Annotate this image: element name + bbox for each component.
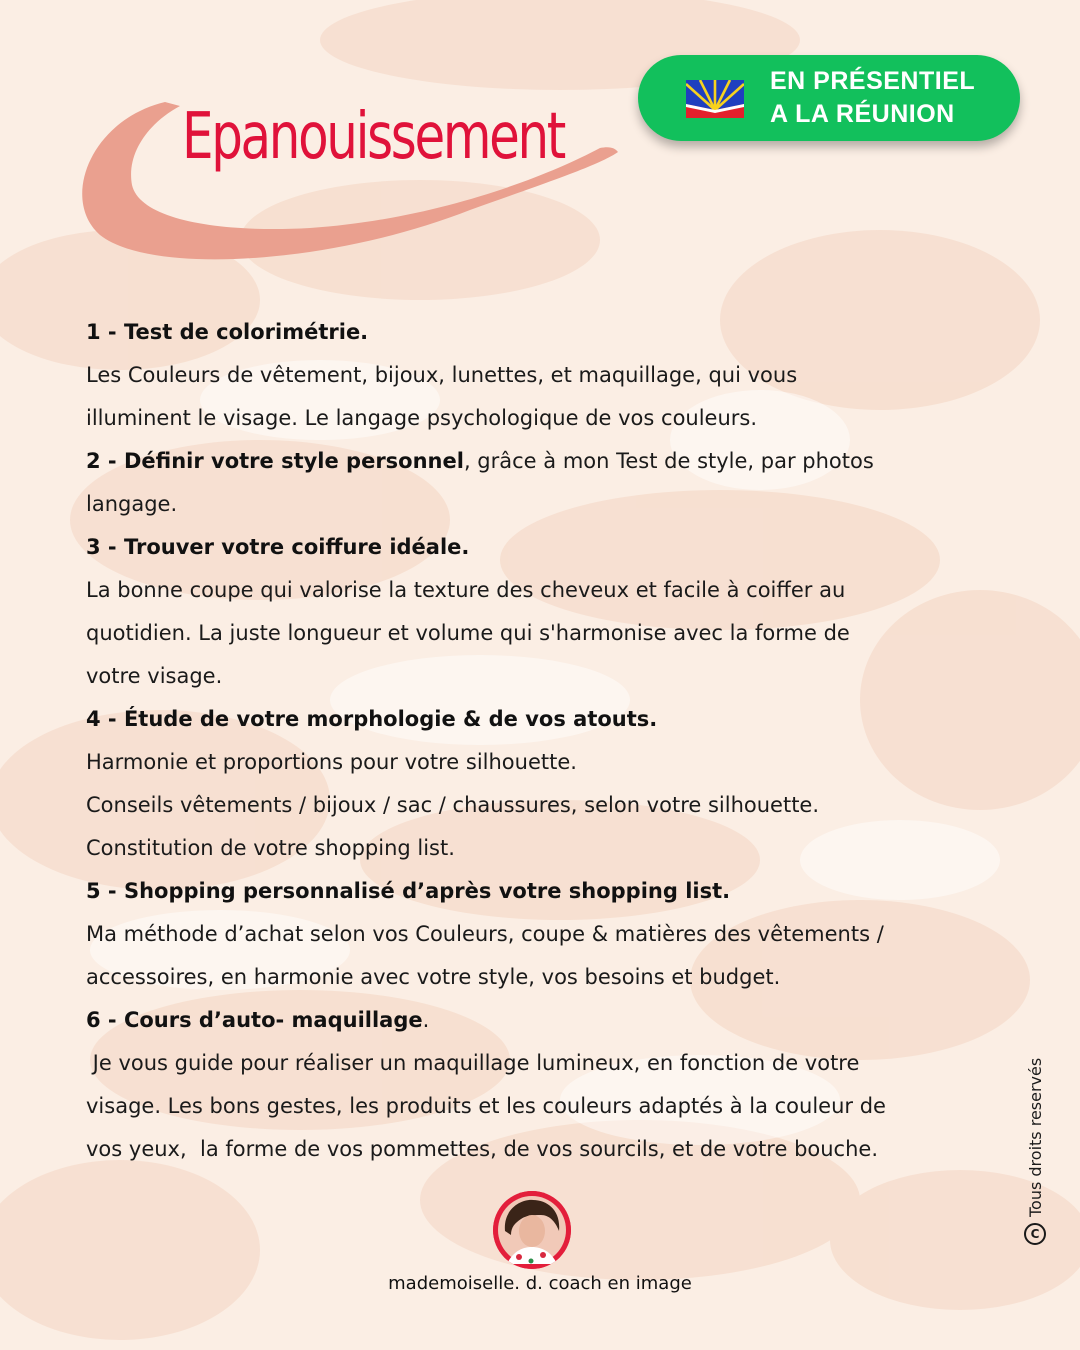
item-number: 2 - (86, 449, 124, 473)
item-number-wrap (86, 320, 124, 344)
item-heading-line (86, 870, 1006, 913)
item-heading-suffix: . (422, 1008, 430, 1032)
copyright-text: Tous droits reservés (1025, 1057, 1045, 1217)
item-description-line: vos yeux, la forme de vos pommettes, de vos sourcils, et de votre bouche. (86, 1137, 879, 1161)
item-heading (124, 449, 464, 473)
item-number-wrap (86, 879, 124, 903)
item-heading-suffix: , grâce à mon Test de style, par photos (463, 449, 874, 473)
item-heading-line (86, 999, 1006, 1042)
item-number-wrap (86, 1008, 124, 1032)
item-number: 6 - (86, 1008, 124, 1032)
reunion-flag-icon (686, 80, 744, 118)
avatar (493, 1191, 571, 1269)
item-description-line: Ma méthode d’achat selon vos Couleurs, coupe & matières des vêtements / (86, 922, 884, 946)
services-list (86, 311, 1006, 1171)
item-heading-line (86, 698, 1006, 741)
brand-name: mademoiselle. d. coach en image (388, 1273, 692, 1294)
item-number-wrap (86, 707, 124, 731)
copyright-icon: C (1024, 1223, 1046, 1245)
item-description-line: Je vous guide pour réaliser un maquillage lumineux, en fonction de votre (86, 1051, 860, 1075)
item-heading-text: Shopping personnalisé d’après votre shopping list. (123, 879, 731, 903)
item-heading (124, 535, 469, 559)
item-heading (124, 1008, 423, 1032)
item-heading-line (86, 311, 1006, 354)
item-heading-text: Cours d’auto- maquillage (123, 1008, 423, 1032)
item-heading-text: Test de colorimétrie. (123, 320, 369, 344)
copyright-notice (1024, 1058, 1046, 1245)
badge-text (770, 65, 975, 131)
item-number: 5 - (86, 879, 124, 903)
item-heading (124, 320, 368, 344)
item-number-wrap (86, 449, 124, 473)
item-heading-line (86, 526, 1006, 569)
page-title: Epanouissement (182, 100, 565, 174)
item-number: 4 - (86, 707, 124, 731)
item-description-line: Conseils vêtements / bijoux / sac / chaussures, selon votre silhouette. (86, 793, 820, 817)
item-description-line: quotidien. La juste longueur et volume qui s'harmonise avec la forme de (86, 621, 850, 645)
item-heading-text: Étude de votre morphologie & de vos atouts. (123, 707, 658, 731)
item-description-line: visage. Les bons gestes, les produits et les couleurs adaptés à la couleur de (86, 1094, 886, 1118)
item-description-line: Les Couleurs de vêtement, bijoux, lunettes, et maquillage, qui vous (86, 363, 798, 387)
item-description-line: Harmonie et proportions pour votre silhouette. (86, 750, 577, 774)
item-description-line: langage. (86, 492, 178, 516)
item-number: 3 - (86, 535, 124, 559)
badge-line-2: A LA RÉUNION (770, 100, 955, 128)
item-heading (124, 879, 730, 903)
item-heading-text: Définir votre style personnel (123, 449, 464, 473)
item-description-line: Constitution de votre shopping list. (86, 836, 455, 860)
location-badge (638, 55, 1020, 141)
item-number-wrap (86, 535, 124, 559)
item-number: 1 - (86, 320, 124, 344)
badge-line-1: EN PRÉSENTIEL (770, 67, 976, 95)
item-description-line: accessoires, en harmonie avec votre style, vos besoins et budget. (86, 965, 781, 989)
item-description-line: La bonne coupe qui valorise la texture des cheveux et facile à coiffer au (86, 578, 846, 602)
item-description-line: illuminent le visage. Le langage psychologique de vos couleurs. (86, 406, 758, 430)
item-heading-text: Trouver votre coiffure idéale. (123, 535, 470, 559)
item-description-line: votre visage. (86, 664, 223, 688)
item-heading-line (86, 440, 1006, 483)
portrait-icon (493, 1191, 571, 1269)
item-heading (124, 707, 657, 731)
